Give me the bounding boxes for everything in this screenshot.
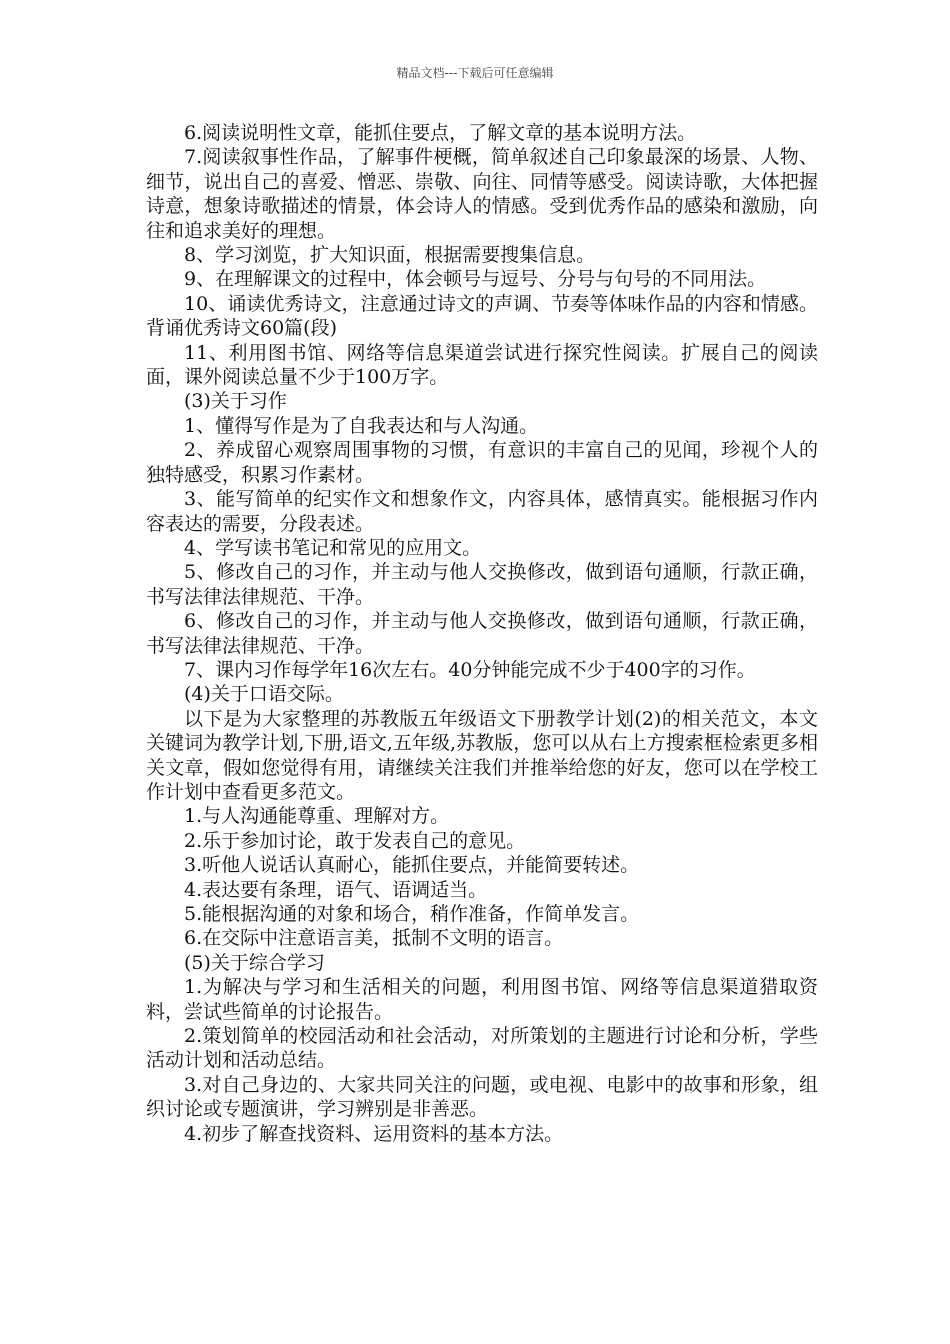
paragraph-5: 10、诵读优秀诗文，注意通过诗文的声调、节奏等体味作品的内容和情感。背诵优秀诗文60篇(段) xyxy=(146,292,818,340)
page-header: 精品文档---下载后可任意编辑 xyxy=(396,66,554,80)
paragraph-27: 4.初步了解查找资料、运用资料的基本方法。 xyxy=(184,1122,564,1145)
paragraph-21: 5.能根据沟通的对象和场合，稍作准备，作简单发言。 xyxy=(184,903,640,925)
paragraph-22: 6.在交际中注意语言美，抵制不文明的语言。 xyxy=(184,927,564,950)
section-heading-writing: (3)关于习作 xyxy=(184,390,287,413)
paragraph-6: 11、利用图书馆、网络等信息渠道尝试进行探究性阅读。扩展自己的阅读面，课外阅读总量不少于100万字。 xyxy=(146,341,818,389)
paragraph-1: 6.阅读说明性文章，能抓住要点，了解文章的基本说明方法。 xyxy=(184,122,697,144)
paragraph-17: 1.与人沟通能尊重、理解对方。 xyxy=(184,805,450,828)
paragraph-12: 5、修改自己的习作，并主动与他人交换修改，做到语句通顺，行款正确，书写法律法律规范、干净。 xyxy=(146,561,818,608)
document-body xyxy=(146,121,818,1146)
paragraph-9: 2、养成留心观察周围事物的习惯，有意识的丰富自己的见闻，珍视个人的独特感受，积累习作素材。 xyxy=(146,439,818,486)
paragraph-19: 3.听他人说话认真耐心，能抓住要点，并能简要转述。 xyxy=(184,854,640,877)
paragraph-13: 6、修改自己的习作，并主动与他人交换修改，做到语句通顺，行款正确，书写法律法律规范、干净。 xyxy=(146,610,818,657)
paragraph-14: 7、课内习作每学年16次左右。40分钟能完成不少于400字的习作。 xyxy=(184,658,756,681)
paragraph-4: 9、在理解课文的过程中，体会顿号与逗号、分号与句号的不同用法。 xyxy=(184,268,767,291)
paragraph-16: 以下是为大家整理的苏教版五年级语文下册教学计划(2)的相关范文，本文关键词为教学计划,下册,语文,五年级,苏教版，您可以从右上方搜索框检索更多相关文章，假如您觉得有用，请继续关注我们并推举给您的好友，您可以在学校工作计划中查看更多范文。 xyxy=(146,707,818,803)
section-heading-comprehensive: (5)关于综合学习 xyxy=(184,951,325,974)
paragraph-8: 1、懂得写作是为了自我表达和与人沟通。 xyxy=(184,414,539,437)
paragraph-26: 3.对自己身边的、大家共同关注的问题，或电视、电影中的故事和形象，组织讨论或专题演讲，学习辨别是非善恶。 xyxy=(146,1073,818,1121)
paragraph-25: 2.策划简单的校园活动和社会活动，对所策划的主题进行讨论和分析，学些活动计划和活动总结。 xyxy=(146,1025,818,1072)
paragraph-20: 4.表达要有条理，语气、语调适当。 xyxy=(184,878,488,901)
paragraph-2: 7.阅读叙事性作品，了解事件梗概，简单叙述自己印象最深的场景、人物、细节，说出自己的喜爱、憎恶、崇敬、向往、同情等感受。阅读诗歌，大体把握诗意，想象诗歌描述的情景，体会诗人的情感。受到优秀作品的感染和激励，向往和追求美好的理想。 xyxy=(146,146,818,242)
section-heading-oral: (4)关于口语交际。 xyxy=(184,683,344,706)
paragraph-24: 1.为解决与学习和生活相关的问题，利用图书馆、网络等信息渠道猎取资料，尝试些简单的讨论报告。 xyxy=(146,976,818,1023)
paragraph-18: 2.乐于参加讨论，敢于发表自己的意见。 xyxy=(184,829,526,852)
paragraph-3: 8、学习浏览，扩大知识面，根据需要搜集信息。 xyxy=(184,244,596,267)
paragraph-11: 4、学写读书笔记和常见的应用文。 xyxy=(184,536,482,559)
paragraph-10: 3、能写简单的纪实作文和想象作文，内容具体，感情真实。能根据习作内容表达的需要，分段表述。 xyxy=(146,488,818,535)
